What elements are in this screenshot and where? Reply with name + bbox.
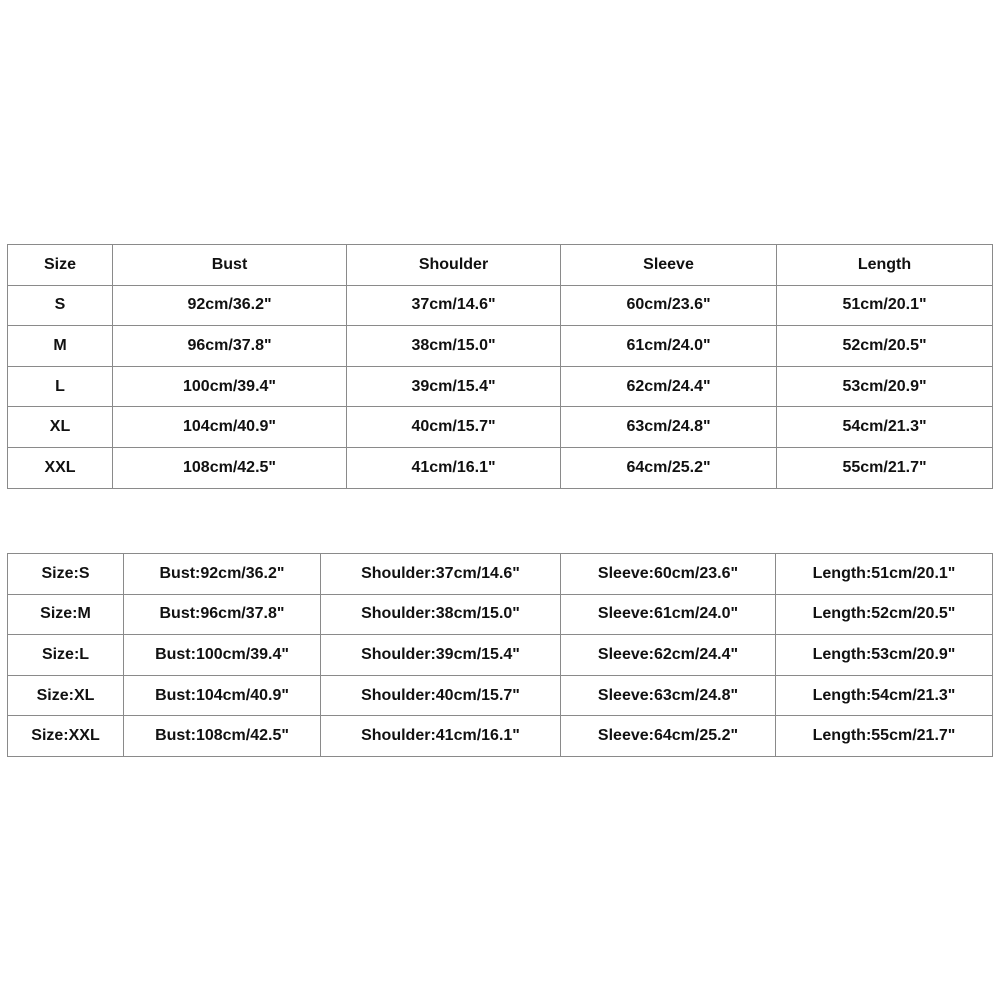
length-cell: Length:51cm/20.1" [776,554,993,595]
length-cell: Length:53cm/20.9" [776,635,993,676]
sleeve-cell: Sleeve:64cm/25.2" [561,716,776,757]
size-cell: Size:L [8,635,124,676]
shoulder-cell: Shoulder:39cm/15.4" [321,635,561,676]
shoulder-cell: 41cm/16.1" [347,447,561,488]
shoulder-cell: Shoulder:38cm/15.0" [321,594,561,635]
bust-cell: Bust:100cm/39.4" [124,635,321,676]
size-cell: S [8,285,113,326]
size-chart-table [7,244,993,489]
header-size: Size [8,245,113,286]
length-cell: Length:54cm/21.3" [776,675,993,716]
sleeve-cell: 61cm/24.0" [561,326,777,367]
bust-cell: 100cm/39.4" [113,366,347,407]
header-shoulder: Shoulder [347,245,561,286]
table-row [8,675,993,716]
size-cell: M [8,326,113,367]
size-cell: XL [8,407,113,448]
sleeve-cell: 60cm/23.6" [561,285,777,326]
table-header-row [8,245,993,286]
table-row [8,366,993,407]
table-row [8,594,993,635]
sleeve-cell: 63cm/24.8" [561,407,777,448]
size-cell: XXL [8,447,113,488]
bust-cell: 108cm/42.5" [113,447,347,488]
header-sleeve: Sleeve [561,245,777,286]
sleeve-cell: Sleeve:60cm/23.6" [561,554,776,595]
length-cell: 51cm/20.1" [777,285,993,326]
bust-cell: Bust:92cm/36.2" [124,554,321,595]
size-cell: Size:M [8,594,124,635]
bust-cell: Bust:108cm/42.5" [124,716,321,757]
sleeve-cell: Sleeve:61cm/24.0" [561,594,776,635]
table-row [8,285,993,326]
length-cell: 52cm/20.5" [777,326,993,367]
shoulder-cell: Shoulder:40cm/15.7" [321,675,561,716]
size-cell: Size:XL [8,675,124,716]
size-cell: Size:XXL [8,716,124,757]
sleeve-cell: Sleeve:62cm/24.4" [561,635,776,676]
size-cell: L [8,366,113,407]
bust-cell: 92cm/36.2" [113,285,347,326]
table-row [8,635,993,676]
length-cell: 53cm/20.9" [777,366,993,407]
shoulder-cell: 37cm/14.6" [347,285,561,326]
header-length: Length [777,245,993,286]
table-row [8,326,993,367]
table-row [8,447,993,488]
sleeve-cell: 64cm/25.2" [561,447,777,488]
bust-cell: Bust:96cm/37.8" [124,594,321,635]
bust-cell: 104cm/40.9" [113,407,347,448]
shoulder-cell: 40cm/15.7" [347,407,561,448]
bust-cell: Bust:104cm/40.9" [124,675,321,716]
size-cell: Size:S [8,554,124,595]
size-chart-inline-table [7,553,993,757]
shoulder-cell: Shoulder:41cm/16.1" [321,716,561,757]
shoulder-cell: 39cm/15.4" [347,366,561,407]
sleeve-cell: Sleeve:63cm/24.8" [561,675,776,716]
shoulder-cell: 38cm/15.0" [347,326,561,367]
table-row [8,554,993,595]
length-cell: 55cm/21.7" [777,447,993,488]
table-row [8,716,993,757]
shoulder-cell: Shoulder:37cm/14.6" [321,554,561,595]
length-cell: 54cm/21.3" [777,407,993,448]
header-bust: Bust [113,245,347,286]
table-row [8,407,993,448]
length-cell: Length:52cm/20.5" [776,594,993,635]
sleeve-cell: 62cm/24.4" [561,366,777,407]
bust-cell: 96cm/37.8" [113,326,347,367]
length-cell: Length:55cm/21.7" [776,716,993,757]
